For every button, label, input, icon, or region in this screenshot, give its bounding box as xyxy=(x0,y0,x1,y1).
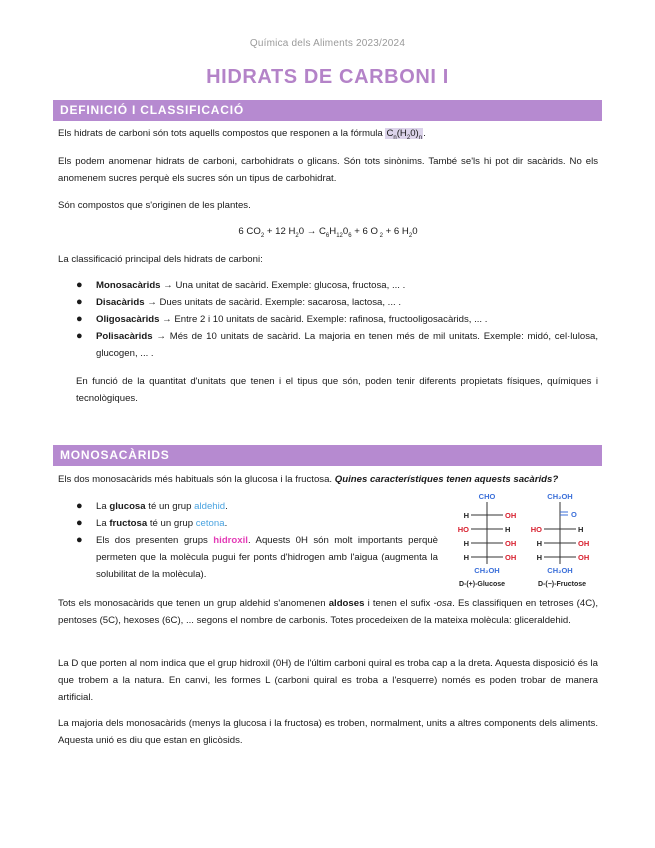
section-heading-monosacarids: MONOSACÀRIDS xyxy=(53,445,602,466)
paragraph-properties: En funció de la quantitat d'unitats que tenen i el tipus que són, poden tenir diferents propietats físiques, químiques i tecnològiques. xyxy=(76,376,598,404)
glucose-top-group: CHO xyxy=(478,492,496,501)
svg-text:OH: OH xyxy=(505,553,517,562)
svg-text:HO: HO xyxy=(530,525,542,534)
paragraph-origin: Són compostos que s'originen de les plantes. xyxy=(58,200,251,211)
svg-text:OH: OH xyxy=(578,539,590,548)
list-item: ● La glucosa té un grup aldehid. xyxy=(76,500,228,512)
svg-text:OH: OH xyxy=(505,539,517,548)
svg-text:H: H xyxy=(463,539,469,548)
glucose-structure xyxy=(458,492,517,588)
list-item: ● Polisacàrids → Més de 10 unitats de sacàrid. La majoria en tenen més de mil unitats. Exemple: midó, cel·lulosa, glucogen, ... . xyxy=(76,330,598,359)
svg-text:CH₂OH: CH₂OH xyxy=(547,566,573,575)
svg-text:OH: OH xyxy=(505,511,517,520)
running-header: Química dels Aliments 2023/2024 xyxy=(249,38,406,49)
fischer-projections-figure xyxy=(442,490,604,592)
svg-text:H: H xyxy=(463,511,469,520)
svg-text:H: H xyxy=(578,525,584,534)
paragraph-d-form: La D que porten al nom indica que el grup hidroxil (0H) de l'últim carboni quiral es troba cap a la dreta. Aquesta disposició és la que trobem a la natura. En canvi, les formes L (carboni quiral es troba a l'esquerre) només es poden trobar de manera artificial. xyxy=(58,658,598,703)
page-title: HIDRATS DE CARBONI I xyxy=(206,66,449,88)
svg-text:H: H xyxy=(536,553,542,562)
glucose-label: D-(+)-Glucose xyxy=(458,581,506,588)
paragraph-synonyms: Els podem anomenar hidrats de carboni, carbohidrats o glicans. Són tots sinònims. També se'ls hi pot dir sacàrids. No els anomenem sucres perquè els sucres són un tipus de carbohidrat. xyxy=(58,156,598,184)
fructose-label: D-(−)-Fructose xyxy=(537,581,587,588)
paragraph-definition: Els hidrats de carboni són tots aquells compostos que responen a la fórmula $C_n(H_20)_n$. xyxy=(58,128,426,141)
list-item: ● Disacàrids → Dues unitats de sacàrid. Exemple: sacarosa, lactosa, ... . xyxy=(76,296,402,308)
svg-text:HO: HO xyxy=(457,525,469,534)
svg-text:H: H xyxy=(505,525,511,534)
svg-text:CH₂OH: CH₂OH xyxy=(474,566,500,575)
paragraph-aldoses: Tots els monosacàrids que tenen un grup aldehid s'anomenen aldoses i tenen el sufix -osa. Es classifiquen en tetroses (4C), pentoses (5C), hexoses (6C), ... segons el nombre de carbonis. Totes procedeixen de la mateixa molècula: gliceraldehid. xyxy=(58,598,598,626)
fructose-structure xyxy=(531,492,590,588)
fructose-top-group: CH₂OH xyxy=(547,492,573,501)
section-heading-definicio: DEFINICIÓ I CLASSIFICACIÓ xyxy=(53,100,602,121)
formula-highlight: $C_n(H_20)_n$ xyxy=(386,128,423,141)
paragraph-monosaccharides-intro: Els dos monosacàrids més habituals són la glucosa i la fructosa. Quines característiques tenen aquests sacàrids? xyxy=(58,474,559,485)
paragraph-classification-intro: La classificació principal dels hidrats de carboni: xyxy=(58,254,263,265)
paragraph-glycosides: La majoria dels monosacàrids (menys la glucosa i la fructosa) es troben, normalment, units a altres components dels aliments. Aquesta unió es diu que estan en glicòsids. xyxy=(58,718,598,746)
classification-list xyxy=(58,277,598,362)
svg-text:OH: OH xyxy=(578,553,590,562)
svg-text:O: O xyxy=(571,510,577,519)
list-item: ● Monosacàrids → Una unitat de sacàrid. Exemple: glucosa, fructosa, ... . xyxy=(76,279,406,291)
svg-text:H: H xyxy=(463,553,469,562)
photosynthesis-equation: 6 $CO_2 + 12$ $H_20 \to C_6H_{12}0_6 + 6$ O $_2$ + 6 $H_20$ xyxy=(238,226,418,239)
svg-text:H: H xyxy=(536,539,542,548)
list-item: ● Oligosacàrids → Entre 2 i 10 unitats de sacàrid. Exemple: rafinosa, fructooligosacàrids, ... . xyxy=(76,313,488,325)
list-item: ● Els dos presenten grups hidroxil. Aquests 0H són molt importants perquè permeten que la molècula pugui fer ponts d'hidrogen amb l'aigua (augmenta la solubilitat de la molècula). xyxy=(76,534,438,580)
list-item: ● La fructosa té un grup cetona. xyxy=(76,517,228,529)
monosaccharide-features-list xyxy=(58,498,438,583)
